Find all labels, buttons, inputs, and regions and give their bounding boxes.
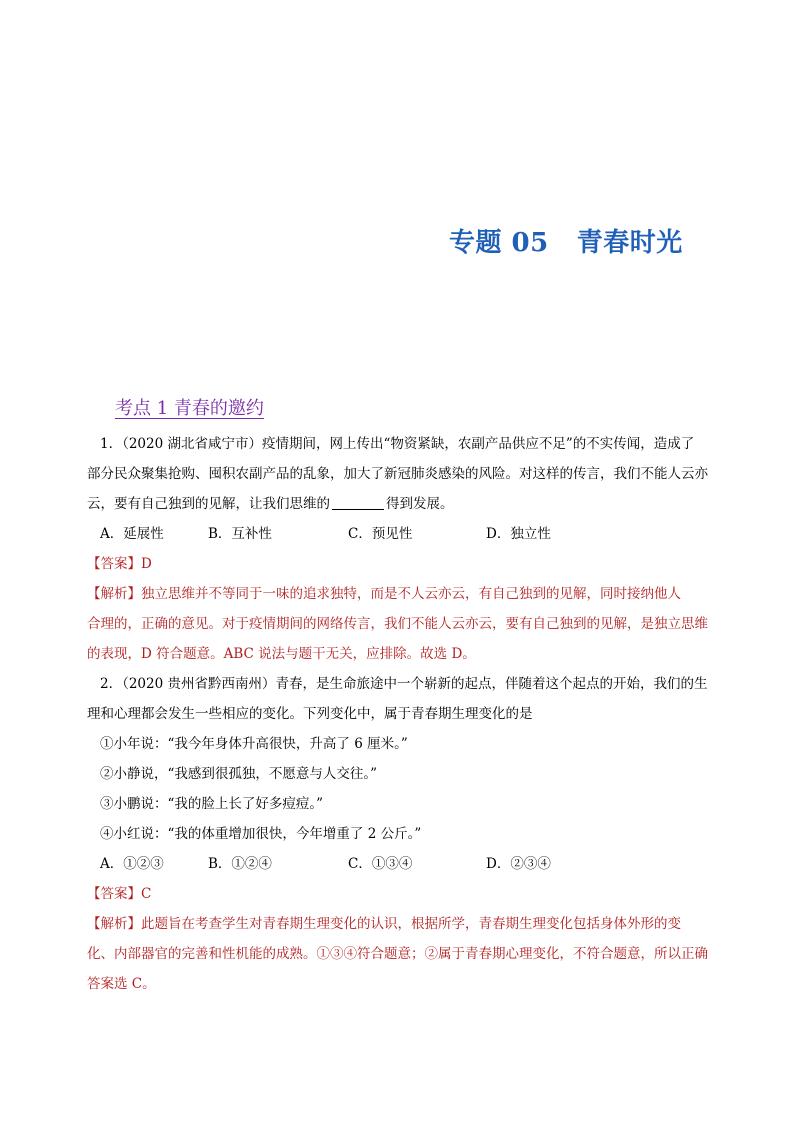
q1-line1: 1．（2020 湖北省咸宁市）疫情期间，网上传出“物资紧缺，农副产品供应不足”的不实传闻，造成了 xyxy=(100,436,695,452)
q2-analysis-line1: 【解析】此题旨在考查学生对青春期生理变化的认识，根据所学，青春期生理变化包括身体外形的变 xyxy=(87,916,681,932)
q1-analysis-line1: 【解析】独立思维并不等同于一味的追求独特，而是不人云亦云，有自己独到的见解，同时接纳他人 xyxy=(87,586,681,602)
page-title xyxy=(449,222,683,259)
q2-option-b: B．①②④ xyxy=(208,856,272,872)
q2-option-d: D．②③④ xyxy=(486,856,551,872)
q1-options xyxy=(100,519,712,549)
q1-line3 xyxy=(87,489,712,519)
q1-option-d: D．独立性 xyxy=(486,526,551,542)
q2-analysis-line2: 化、内部器官的完善和性机能的成熟。①③④符合题意；②属于青春期心理变化，不符合题意，所以正确 xyxy=(87,946,708,962)
q2-analysis-line3: 答案选 C。 xyxy=(87,976,156,992)
q2-item-1: ①小年说：“我今年身体升高很快，升高了 6 厘米。” xyxy=(100,736,408,752)
section-heading: 考点 1 青春的邀约 xyxy=(115,398,264,419)
q1-line3-after: 得到发展。 xyxy=(386,496,454,512)
q1-option-c: C．预见性 xyxy=(348,526,413,542)
q2-item-3: ③小鹏说：“我的脸上长了好多痘痘。” xyxy=(100,796,324,812)
q1-option-b: B．互补性 xyxy=(208,526,272,542)
q2-option-a: A．①②③ xyxy=(100,856,164,872)
q1-analysis-line3: 的表现，D 符合题意。ABC 说法与题干无关，应排除。故选 D。 xyxy=(87,646,476,662)
q1-line3-before: 云，要有自己独到的见解，让我们思维的 xyxy=(87,496,330,512)
q1-option-a: A．延展性 xyxy=(100,526,164,542)
fill-blank xyxy=(332,495,384,510)
title-prefix: 专题 05 xyxy=(449,228,549,258)
q1-answer: 【答案】D xyxy=(87,556,152,572)
q2-item-2: ②小静说，“我感到很孤独，不愿意与人交往。” xyxy=(100,766,378,782)
content xyxy=(87,429,712,999)
q2-answer: 【答案】C xyxy=(87,886,152,902)
q1-analysis-line2: 合理的，正确的意见。对于疫情期间的网络传言，我们不能人云亦云，要有自己独到的见解，是独立思维 xyxy=(87,616,708,632)
q2-line1: 2．（2020 贵州省黔西南州）青春，是生命旅途中一个崭新的起点，伴随着这个起点的开始，我们的生 xyxy=(100,676,708,692)
q2-line2: 理和心理都会发生一些相应的变化。下列变化中，属于青春期生理变化的是 xyxy=(87,706,533,722)
title-main: 青春时光 xyxy=(576,228,683,258)
q2-options xyxy=(100,849,712,879)
q2-item-4: ④小红说：“我的体重增加很快，今年增重了 2 公斤。” xyxy=(100,826,422,842)
q2-option-c: C．①③④ xyxy=(348,856,413,872)
q1-line2: 部分民众聚集抢购、囤积农副产品的乱象，加大了新冠肺炎感染的风险。对这样的传言，我们不能人云亦 xyxy=(87,466,708,482)
